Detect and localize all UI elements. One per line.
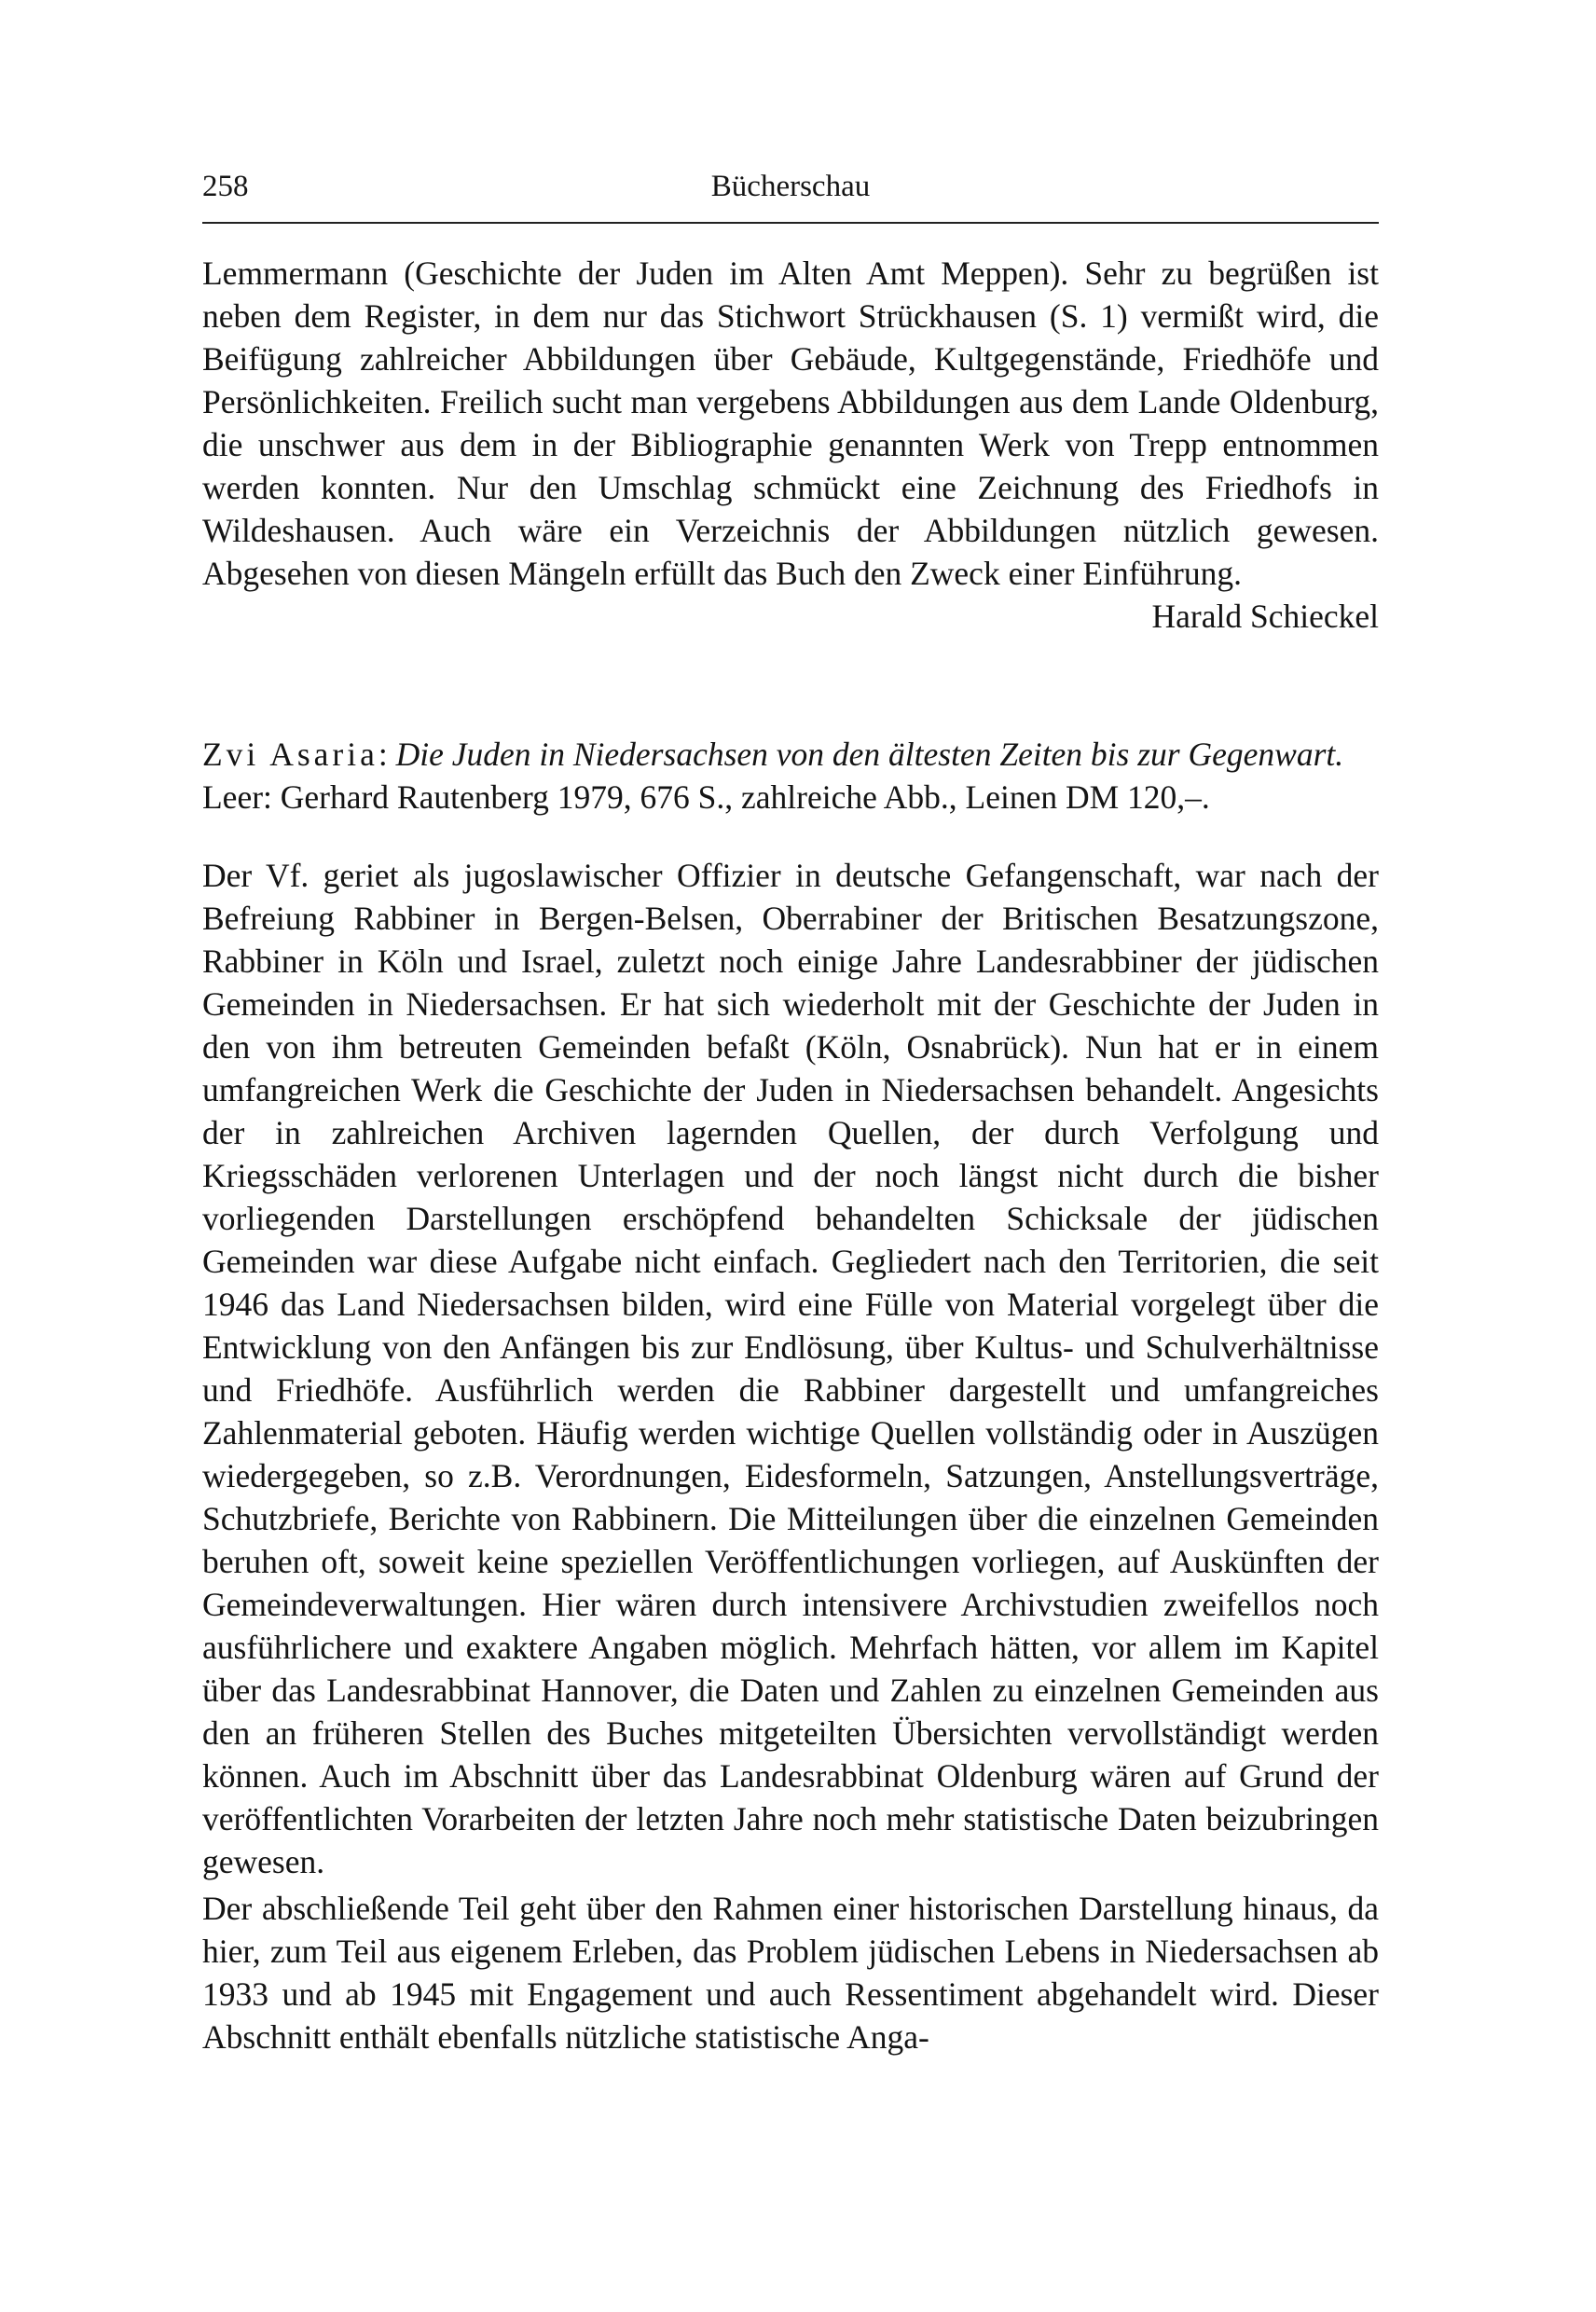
- header-rule: [202, 222, 1379, 224]
- book-author: Zvi Asaria: [202, 736, 378, 773]
- citation-line: Zvi Asaria: Die Juden in Niedersachsen von den ältesten Zeiten bis zur Gegenwart.: [202, 736, 1344, 773]
- review-paragraph: [202, 1887, 1379, 2058]
- book-page: [202, 0, 1379, 2312]
- publication-info: Leer: Gerhard Rautenberg 1979, 676 S., zahlreiche Abb., Leinen DM 120,–.: [202, 778, 1210, 816]
- previous-review-text: [202, 252, 1379, 635]
- reviewer-signature: Harald Schieckel: [1151, 598, 1379, 635]
- book-title: Die Juden in Niedersachsen von den ältesten Zeiten bis zur Gegenwart.: [395, 736, 1344, 773]
- book-citation: [202, 733, 1379, 819]
- running-head: [202, 170, 1379, 213]
- previous-review-body: Lemmermann (Geschichte der Juden im Alten Amt Meppen). Sehr zu begrüßen ist neben dem Register, in dem nur das Stichwort Strückhausen (S. 1) vermißt wird, die Beifügung zahlreicher Abbildungen über Gebäude, Kultgegenstände, Friedhöfe und Persönlichkeiten. Freilich sucht man vergebens Abbildungen aus dem Lande Oldenburg, die unschwer aus dem in der Bibliographie genannten Werk von Trepp entnommen werden konnten. Nur den Umschlag schmückt eine Zeichnung des Friedhofs in Wildeshausen. Auch wäre ein Verzeichnis der Abbildungen nützlich gewesen. Abgesehen von diesen Mängeln erfüllt das Buch den Zweck einer Einführung.: [202, 255, 1379, 592]
- review-paragraph-text: Der Vf. geriet als jugoslawischer Offizier in deutsche Gefangenschaft, war nach der Befreiung Rabbiner in Bergen-Belsen, Oberrabiner der Britischen Besatzungszone, Rabbiner in Köln und Israel, zuletzt noch einige Jahre Landesrabbiner der jüdischen Gemeinden in Niedersachsen. Er hat sich wiederholt mit der Geschichte der Juden in den von ihm betreuten Gemeinden befaßt (Köln, Osnabrück). Nun hat er in einem umfangreichen Werk die Geschichte der Juden in Niedersachsen behandelt. Angesichts der in zahlreichen Archiven lagernden Quellen, der durch Verfolgung und Kriegsschäden verlorenen Unterlagen und der noch längst nicht durch die bisher vorliegenden Darstellungen erschöpfend behandelten Schicksale der jüdischen Gemeinden war diese Aufgabe nicht einfach. Gegliedert nach den Territorien, die seit 1946 das Land Niedersachsen bilden, wird eine Fülle von Material vorgelegt über die Entwicklung von den Anfängen bis zur Endlösung, über Kultus- und Schulverhältnisse und Friedhöfe. Ausführlich werden die Rabbiner dargestellt und umfangreiches Zahlenmaterial geboten. Häufig werden wichtige Quellen vollständig oder in Auszügen wiedergegeben, so z.B. Verordnungen, Eidesformeln, Satzungen, Anstellungsverträge, Schutzbriefe, Berichte von Rabbinern. Die Mitteilungen über die einzelnen Gemeinden beruhen oft, soweit keine speziellen Veröffentlichungen vorliegen, auf Auskünften der Gemeindeverwaltungen. Hier wären durch intensivere Archivstudien zweifellos noch ausführlichere und exaktere Angaben möglich. Mehrfach hätten, vor allem im Kapitel über das Landesrabbinat Hannover, die Daten und Zahlen zu einzelnen Gemeinden aus den an früheren Stellen des Buches mitgeteilten Übersichten vervollständigt werden können. Auch im Abschnitt über das Landesrabbinat Oldenburg wären auf Grund der veröffentlichten Vorarbeiten der letzten Jahre noch mehr statistische Daten beizubringen gewesen.: [202, 857, 1379, 1880]
- review-paragraph: [202, 854, 1379, 1883]
- review-paragraph-text: Der abschließende Teil geht über den Rahmen einer historischen Darstellung hinaus, da hier, zum Teil aus eigenem Erleben, das Problem jüdischen Lebens in Niedersachsen ab 1933 und ab 1945 mit Engagement und auch Ressentiment abgehandelt wird. Dieser Abschnitt enthält ebenfalls nützliche statistische Anga-: [202, 1890, 1379, 2056]
- section-title: Bücherschau: [710, 170, 871, 203]
- previous-review: [202, 252, 1379, 638]
- page-number: 258: [202, 170, 249, 203]
